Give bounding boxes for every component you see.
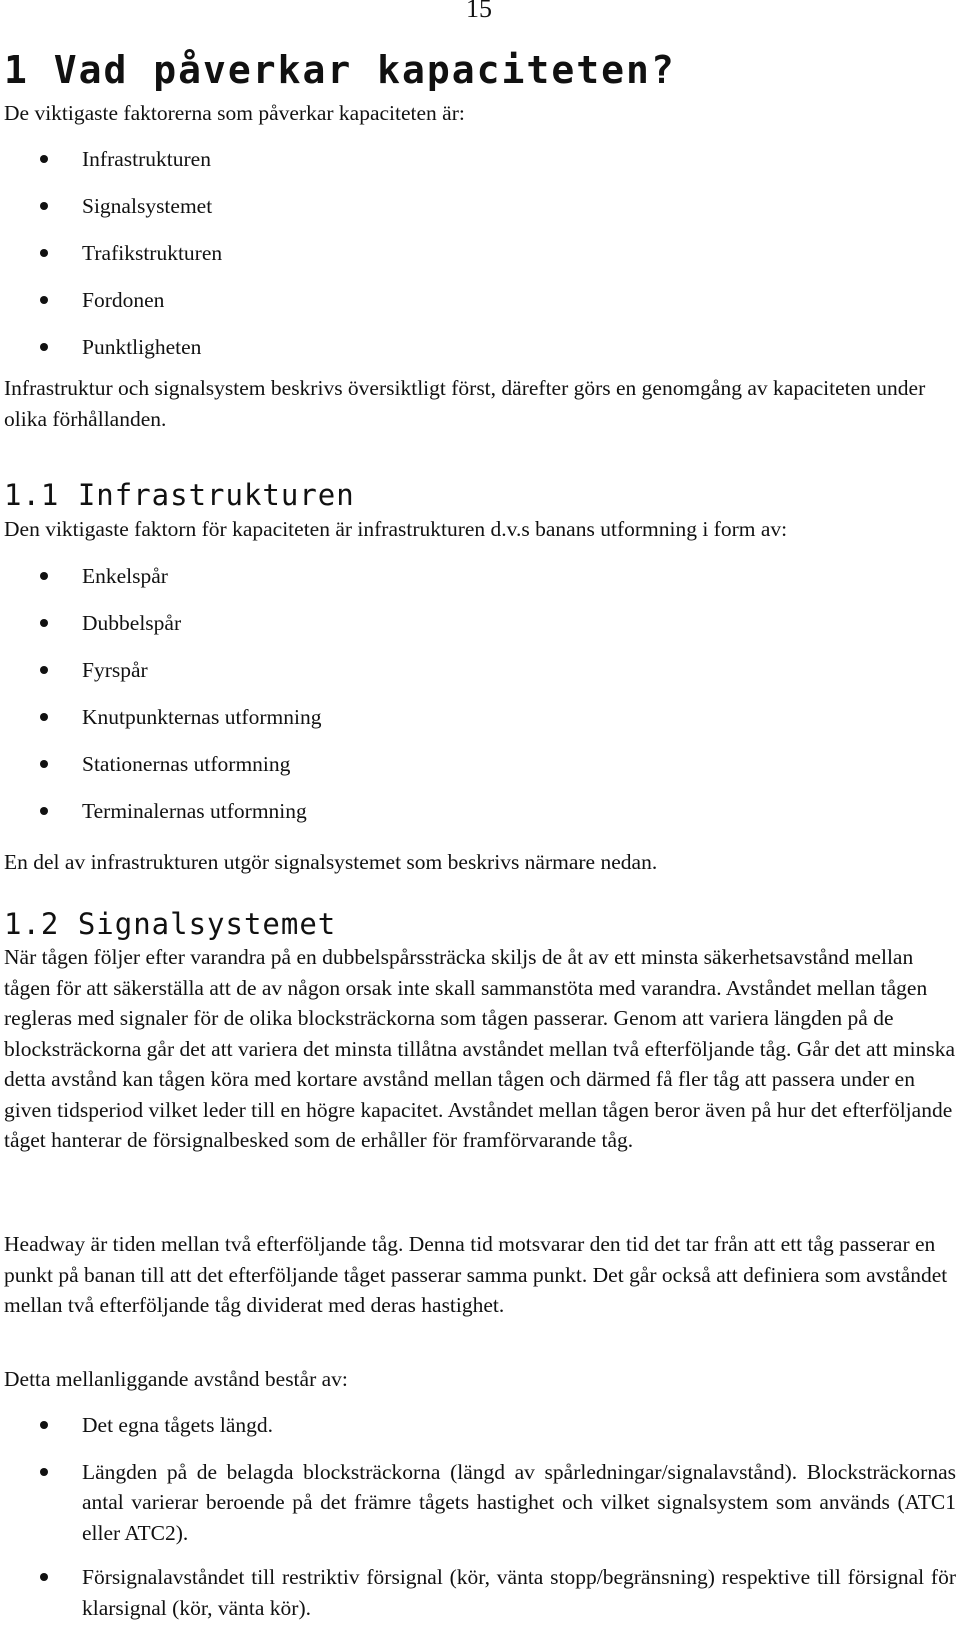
bullet-icon bbox=[40, 296, 48, 304]
list-item: Terminalernas utformning bbox=[0, 796, 960, 843]
distance-list bbox=[0, 1410, 960, 1623]
bullet-icon bbox=[40, 572, 48, 580]
list-item: Fyrspår bbox=[0, 655, 960, 702]
heading-1: 1 Vad påverkar kapaciteten? bbox=[4, 48, 676, 92]
bullet-icon bbox=[40, 619, 48, 627]
infrastructure-list bbox=[0, 561, 960, 843]
section-1-2-paragraph-3: Detta mellanliggande avstånd består av: bbox=[4, 1367, 348, 1391]
bullet-icon bbox=[40, 202, 48, 210]
section-1-1-intro: Den viktigaste faktorn för kapaciteten är infrastrukturen d.v.s banans utformning i form av: bbox=[4, 517, 788, 541]
section-1-1-outro: En del av infrastrukturen utgör signalsystemet som beskrivs närmare nedan. bbox=[4, 850, 658, 874]
bullet-icon bbox=[40, 1573, 48, 1581]
page-number: 15 bbox=[466, 0, 492, 23]
section-1-2-paragraph-2: Headway är tiden mellan två efterföljande tåg. Denna tid motsvarar den tid det tar från att ett tåg passerar en punkt på banan till att det efterföljande tåget passerar samma punkt. Det går också att definiera som avståndet mellan två efterföljande tåg dividerat med deras hastighet. bbox=[4, 1232, 948, 1317]
overview-paragraph: Infrastruktur och signalsystem beskrivs översiktligt först, därefter görs en genomgång av kapaciteten under olika förhållanden. bbox=[4, 376, 926, 431]
list-item: Signalsystemet bbox=[0, 191, 960, 238]
list-item: Stationernas utformning bbox=[0, 749, 960, 796]
list-item: Fordonen bbox=[0, 285, 960, 332]
list-item: Infrastrukturen bbox=[0, 144, 960, 191]
bullet-icon bbox=[40, 343, 48, 351]
bullet-icon bbox=[40, 155, 48, 163]
factor-list bbox=[0, 144, 960, 379]
bullet-icon bbox=[40, 666, 48, 674]
heading-1-1: 1.1 Infrastrukturen bbox=[4, 478, 355, 512]
bullet-icon bbox=[40, 1468, 48, 1476]
list-item: Längden på de belagda blocksträckorna (längd av spårledningar/signalavstånd). Blocksträckornas antal varierar beroende på det främre tågets hastighet och vilket signalsystem som används (ATC1 eller ATC2). bbox=[0, 1457, 960, 1549]
list-item: Det egna tågets längd. bbox=[0, 1410, 960, 1441]
bullet-icon bbox=[40, 249, 48, 257]
heading-1-2: 1.2 Signalsystemet bbox=[4, 907, 337, 941]
bullet-icon bbox=[40, 807, 48, 815]
intro-paragraph: De viktigaste faktorerna som påverkar kapaciteten är: bbox=[4, 101, 465, 125]
list-item: Knutpunkternas utformning bbox=[0, 702, 960, 749]
list-item: Dubbelspår bbox=[0, 608, 960, 655]
list-item: Försignalavståndet till restriktiv försignal (kör, vänta stopp/begränsning) respektive till försignal för klarsignal (kör, vänta kör). bbox=[0, 1562, 960, 1623]
bullet-icon bbox=[40, 760, 48, 768]
section-1-2-paragraph-1: När tågen följer efter varandra på en dubbelspårssträcka skiljs de åt av ett minsta säkerhetsavstånd mellan tågen för att säkerställa att de av någon orsak inte skall sammanstöta med varandra. Avståndet mellan tågen regleras med signaler för de olika blocksträckorna som tågen passerar. Genom att variera längden på de blocksträckorna går det att variera det minsta tillåtna avståndet mellan två efterföljande tåg. Går det att minska detta avstånd kan tågen köra med kortare avstånd mellan tågen och därmed få fler tåg att passera under en given tidsperiod vilket leder till en högre kapacitet. Avståndet mellan tågen beror även på hur det efterföljande tåget hanterar de försignalbesked som de erhåller för framförvarande tåg. bbox=[4, 945, 955, 1152]
bullet-icon bbox=[40, 1421, 48, 1429]
bullet-icon bbox=[40, 713, 48, 721]
list-item: Enkelspår bbox=[0, 561, 960, 608]
list-item: Trafikstrukturen bbox=[0, 238, 960, 285]
list-item: Punktligheten bbox=[0, 332, 960, 379]
